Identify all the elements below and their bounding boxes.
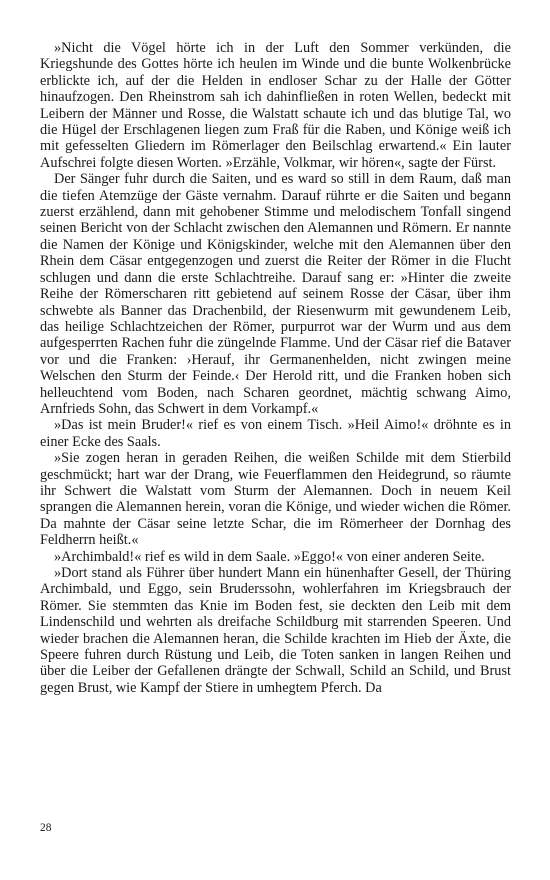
page-body bbox=[40, 40, 511, 696]
page-number: 28 bbox=[40, 822, 52, 834]
paragraph: »Das ist mein Bruder!« rief es von einem Tisch. »Heil Aimo!« dröhnte es in einer Ecke des Saals. bbox=[40, 417, 511, 450]
paragraph: »Sie zogen heran in geraden Reihen, die weißen Schilde mit dem Stierbild geschmückt; hart war der Drang, wie Feuerflammen den Heidegrund, so räumte ihr Schwert die Walstatt vom Sturm der Alemannen. Doch in neuem Keil sprangen die Alemannen herein, voran die Könige, und wieder wichen die Römer. Da mahnte der Cäsar seine letzte Schar, die im Römerheer der Dornhag des Feldherrn heißt.« bbox=[40, 450, 511, 549]
paragraph: »Nicht die Vögel hörte ich in der Luft den Sommer verkünden, die Kriegshunde des Gottes hörte ich heulen im Winde und die bunte Wolkenbrücke erblickte ich, auf der die Helden in endloser Schar zu der Halle der Götter hinaufzogen. Den Rheinstrom sah ich dahinfließen in roten Wellen, bedeckt mit Leibern der Männer und Rosse, die Walstatt schaute ich und das blutige Tal, wo die Hügel der Erschlagenen liegen zum Fraß für die Raben, und Könige weiß ich mit gefesselten Gliedern im Römerlager den Beilschlag erwartend.« Ein lauter Aufschrei folgte diesen Worten. »Erzähle, Volkmar, wir hören«, sagte der Fürst. bbox=[40, 40, 511, 171]
paragraph: »Dort stand als Führer über hundert Mann ein hünenhafter Gesell, der Thüring Archimbald, und Eggo, sein Bruderssohn, wohlerfahren im Kriegsbrauch der Römer. Sie stemmten das Knie im Boden fest, sie deckten den Leib mit dem Lindenschild und wehrten als dreifache Schildburg mit starrenden Speeren. Und wieder brachen die Alemannen heran, die Schilde krachten im Hieb der Äxte, die Speere fuhren durch Rüstung und Leib, die Toten sanken in langen Reihen und über die Leiber der Gefallenen drängte der Schwall, Schild an Schild, und Brust gegen Brust, wie Kampf der Stiere in umhegtem Pferch. Da bbox=[40, 565, 511, 696]
paragraph: »Archimbald!« rief es wild in dem Saale. »Eggo!« von einer anderen Seite. bbox=[54, 548, 485, 565]
paragraph: Der Sänger fuhr durch die Saiten, und es ward so still in dem Raum, daß man die tiefen Atemzüge der Gäste vernahm. Darauf rührte er die Saiten und begann zuerst erzählend, dann mit gehobener Stimme und melodischem Tonfall singend seinen Bericht von der Schlacht zwischen den Alemannen und Römern. Er nannte die Namen der Könige und Königskinder, welche mit den Alemannen über den Rhein dem Cäsar entgegenzogen und zuerst die Reiter der Römer in die Flucht schlugen und dann die erste Schlachtreihe. Darauf sang er: »Hinter die zweite Reihe der Römerscharen ritt gebietend auf seinem Rosse der Cäsar, über ihm schwebte als Banner das Drachenbild, der Riesenwurm mit gewundenem Leib, das heilige Schlachtzeichen der Römer, purpurrot war der Wurm und aus dem aufgesperrten Rachen fuhr die züngelnde Flamme. Und der Cäsar rief die Bataver vor und die Franken: ›Herauf, ihr Germanenhelden, nicht zwingen meine Welschen den Sturm der Feinde.‹ Der Herold ritt, und die Franken hoben sich helleuchtend vom Boden, nach Scharen geordnet, mächtig schwang Aimo, Arnfrieds Sohn, das Schwert in dem Vorkampf.« bbox=[40, 171, 511, 417]
